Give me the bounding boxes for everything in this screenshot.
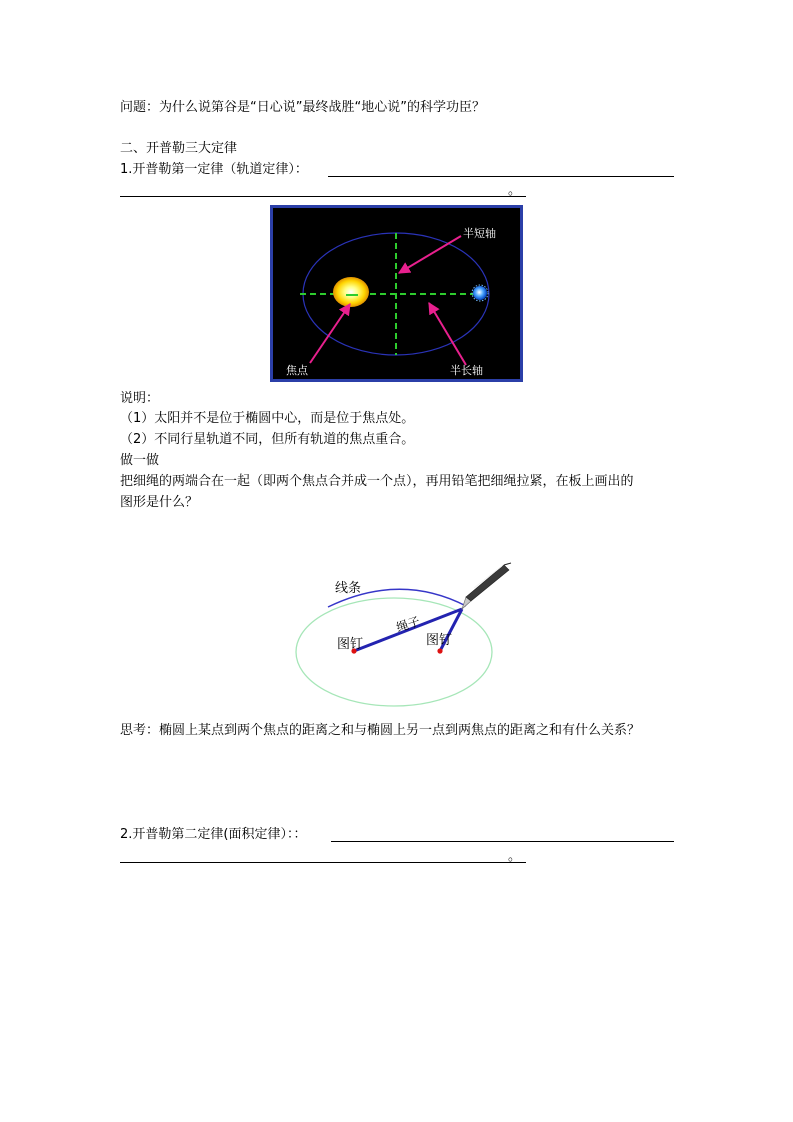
activity-instruction-line-2: 图形是什么？ <box>120 495 199 510</box>
think-question: 思考：椭圆上某点到两个焦点的距离之和与椭圆上另一点到两焦点的距离之和有什么关系？ <box>120 723 641 738</box>
pencil-icon <box>462 563 511 609</box>
line-label: 线条 <box>335 581 362 596</box>
pin-1-label: 图钉 <box>337 637 364 652</box>
note-title: 说明： <box>120 391 160 406</box>
note-1: （1）太阳并不是位于椭圆中心，而是位于焦点处。 <box>120 411 415 426</box>
pin-2-icon <box>437 648 442 653</box>
activity-instruction-line-1: 把细绳的两端合在一起（即两个焦点合并成一个点），再用铅笔把细绳拉紧，在板上画出的 <box>120 474 634 489</box>
elliptical-orbit-figure <box>270 205 523 382</box>
ellipse-drawing-figure <box>290 560 520 710</box>
law1-end-mark: 。 <box>508 183 522 198</box>
law1-label: 1.开普勒第一定律（轨道定律）： <box>120 162 308 177</box>
law2-label: 2.开普勒第二定律(面积定律）：： <box>120 827 307 842</box>
pin-2-label: 图钉 <box>426 633 453 648</box>
focus-label: 焦点 <box>286 364 308 377</box>
law2-answer-blank-1[interactable] <box>331 841 674 842</box>
planet-icon <box>473 286 487 300</box>
law1-answer-blank-1[interactable] <box>328 176 674 177</box>
question-1: 问题：为什么说第谷是“日心说”最终战胜“地心说”的科学功臣？ <box>120 100 485 115</box>
rope-label: 绳子 <box>394 614 422 635</box>
minor-axis-label: 半短轴 <box>463 227 496 240</box>
section-heading-kepler-laws: 二、开普勒三大定律 <box>120 141 238 156</box>
sun-icon <box>333 277 369 307</box>
major-axis-label: 半长轴 <box>450 364 483 377</box>
law1-answer-blank-2[interactable] <box>120 196 526 197</box>
note-2: （2）不同行星轨道不同，但所有轨道的焦点重合。 <box>120 432 415 447</box>
traced-ellipse <box>296 598 492 706</box>
law2-answer-blank-2[interactable] <box>120 862 526 863</box>
activity-title: 做一做 <box>120 453 160 468</box>
law2-end-mark: 。 <box>508 849 522 864</box>
